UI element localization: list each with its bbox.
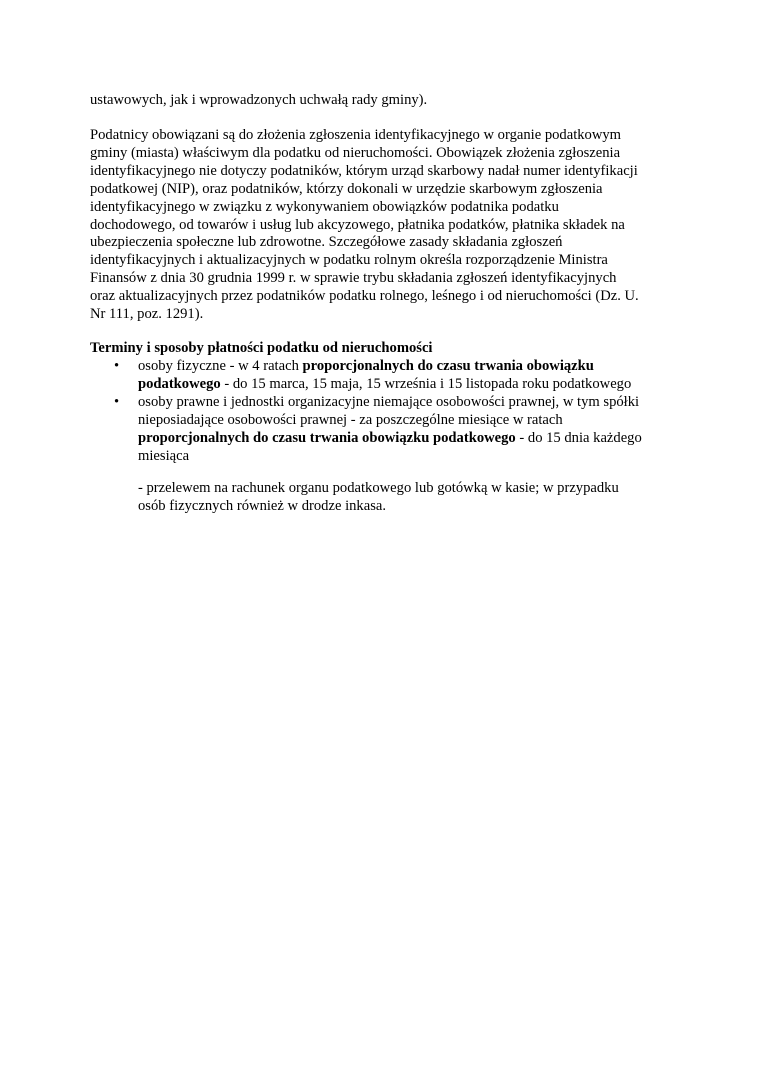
section-heading: [90, 340, 680, 358]
text-line: osób fizycznych również w drodze inkasa.: [138, 497, 387, 514]
bold-text-run: proporcjonalnych do czasu trwania obowiązku: [302, 358, 594, 374]
text-line: podatkowej (NIP), oraz podatników, którzy dokonali w urzędzie skarbowym zgłoszenia: [90, 180, 603, 197]
list-item: [90, 358, 690, 394]
text-line: oraz aktualizacyjnych przez podatników podatku rolnego, leśnego i od nieruchomości (Dz. U.: [90, 288, 639, 305]
bullet-icon: •: [114, 393, 120, 410]
text-line: nieposiadające osobowości prawnej - za poszczególne miesiące w ratach: [138, 411, 563, 428]
text-line: dochodowego, od towarów i usług lub akcyzowego, płatnika podatków, płatnika składek na: [90, 216, 625, 233]
text-line: identyfikacyjnych i aktualizacyjnych w podatku rolnym określa rozporządzenie Ministra: [90, 252, 608, 269]
payment-terms-list: [90, 358, 690, 465]
text-line: identyfikacyjnego w związku z wykonywaniem obowiązków podatnika podatku: [90, 198, 559, 215]
list-item: [90, 394, 690, 466]
text-line: Podatnicy obowiązani są do złożenia zgłoszenia identyfikacyjnego w organie podatkowym: [90, 127, 622, 143]
bold-text-run: proporcjonalnych do czasu trwania obowiązku podatkowego: [138, 429, 516, 446]
paragraph-continuation: [90, 92, 680, 110]
text-run: - do 15 dnia każdego: [515, 429, 642, 446]
text-line: ustawowych, jak i wprowadzonych uchwałą rady gminy).: [90, 92, 428, 108]
bold-text-run: podatkowego: [138, 375, 221, 392]
text-line: miesiąca: [138, 447, 190, 464]
text-line: gminy (miasta) właściwym dla podatku od nieruchomości. Obowiązek złożenia zgłoszenia: [90, 144, 621, 161]
heading-text: Terminy i sposoby płatności podatku od nieruchomości: [90, 340, 433, 356]
text-run: osoby fizyczne - w 4 ratach: [138, 358, 303, 374]
text-line: - przelewem na rachunek organu podatkowego lub gotówką w kasie; w przypadku: [138, 480, 619, 496]
text-line: osoby prawne i jednostki organizacyjne niemające osobowości prawnej, w tym spółki: [138, 393, 640, 410]
bullet-icon: •: [114, 358, 120, 374]
payment-method-note: [138, 480, 698, 516]
text-run: - do 15 marca, 15 maja, 15 września i 15 listopada roku podatkowego: [220, 375, 632, 392]
text-line: identyfikacyjnego nie dotyczy podatników, którym urząd skarbowy nadał numer identyfikacji: [90, 162, 638, 179]
text-line: ubezpieczenia społeczne lub zdrowotne. Szczegółowe zasady składania zgłoszeń: [90, 234, 563, 251]
text-line: Nr 111, poz. 1291).: [90, 306, 204, 323]
text-line: Finansów z dnia 30 grudnia 1999 r. w sprawie trybu składania zgłoszeń identyfikacyjnych: [90, 270, 617, 287]
paragraph-identification-filing: [90, 127, 680, 324]
